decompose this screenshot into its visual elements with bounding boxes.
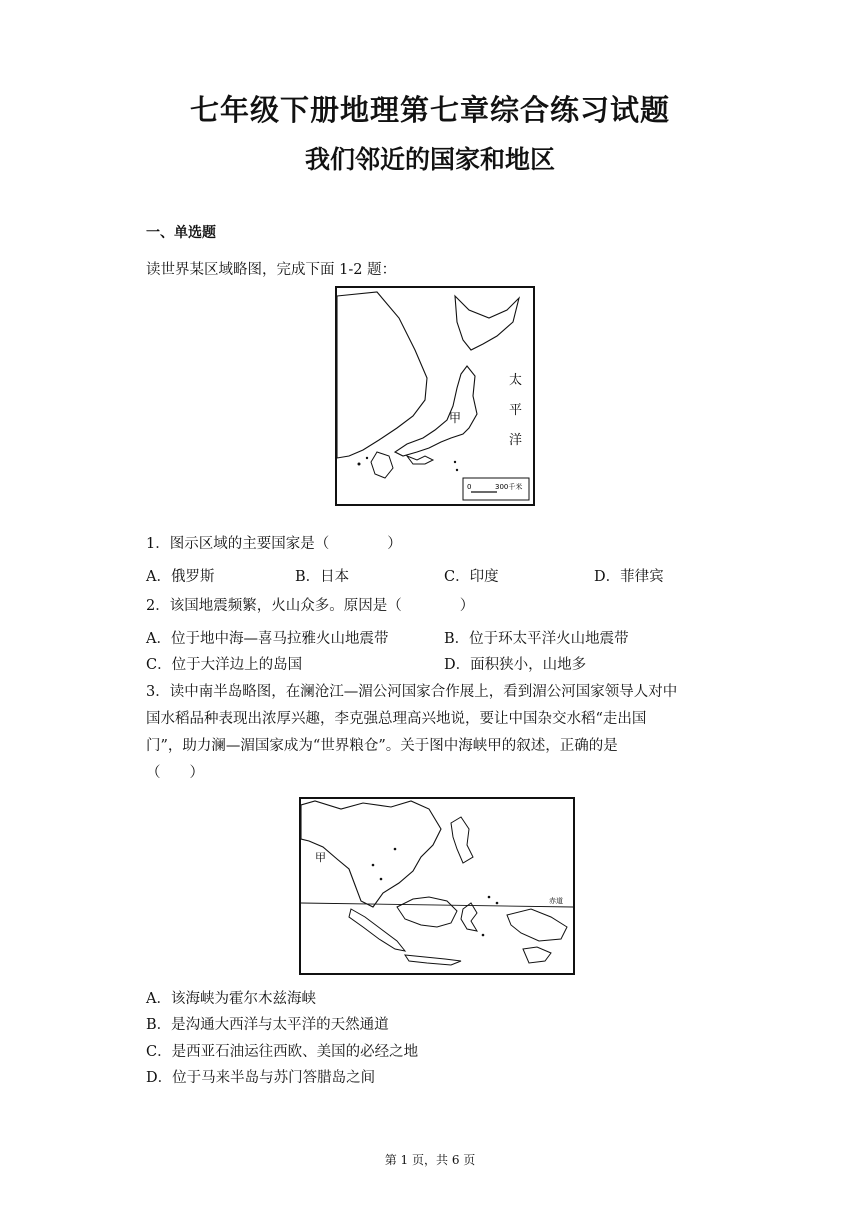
q3-option-b: B．是沟通大西洋与太平洋的天然通道 [146, 1017, 389, 1033]
hokkaido-island [455, 296, 519, 350]
q1-option-c: C．印度 [444, 569, 499, 585]
sulawesi-island [461, 903, 477, 931]
page-subtitle: 我们邻近的国家和地区 [304, 145, 555, 174]
japan-map [335, 286, 535, 506]
equator-line [301, 903, 573, 907]
q3-stem-line-4: （ ） [146, 765, 204, 781]
sumatra-island [349, 909, 405, 951]
q2-option-b: B．位于环太平洋火山地震带 [444, 631, 629, 647]
q1-stem: 1．图示区域的主要国家是（ ） [146, 536, 402, 552]
honshu-island [395, 366, 477, 456]
q3-stem-line-1: 3．读中南半岛略图，在澜沧江—湄公河国家合作展上，看到湄公河国家领导人对中 [146, 684, 678, 700]
shikoku-island [407, 456, 433, 464]
philippines-island [451, 817, 473, 863]
scale-label: 300千米 [495, 483, 523, 491]
java-island [405, 955, 461, 965]
label-jia: 甲 [449, 411, 462, 425]
ocean-char-2: 平 [509, 403, 523, 418]
q2-option-d: D．面积狭小，山地多 [444, 657, 587, 673]
scale-zero: 0 [467, 483, 472, 491]
ocean-char-3: 洋 [509, 433, 523, 448]
q1-option-b: B．日本 [295, 569, 350, 585]
page-title: 七年级下册地理第七章综合练习试题 [189, 93, 670, 127]
q3-option-c: C．是西亚石油运往西欧、美国的必经之地 [146, 1044, 419, 1060]
q2-stem: 2．该国地震频繁，火山众多。原因是（ ） [146, 598, 475, 614]
section-heading: 一、单选题 [146, 225, 216, 241]
japan-map-drawing [337, 288, 533, 504]
q3-option-d: D．位于马来半岛与苏门答腊岛之间 [146, 1070, 376, 1086]
kyushu-island [371, 452, 393, 478]
borneo-island [397, 897, 457, 927]
q2-option-c: C．位于大洋边上的岛国 [146, 657, 303, 673]
southeast-asia-map-drawing [301, 799, 573, 973]
q3-stem-line-2: 国水稻品种表现出浓厚兴趣，李克强总理高兴地说，要让中国杂交水稻“走出国 [146, 711, 647, 727]
new-guinea-island [507, 909, 567, 941]
southeast-asia-map [299, 797, 575, 975]
intro-text: 读世界某区域略图，完成下面 1-2 题： [146, 262, 397, 278]
page-footer: 第 1 页，共 6 页 [384, 1153, 476, 1167]
q2-option-a: A．位于地中海—喜马拉雅火山地震带 [146, 631, 389, 647]
timor-island [523, 947, 551, 963]
q3-stem-line-3: 门”，助力澜—湄国家成为“世界粮仓”。关于图中海峡甲的叙述，正确的是 [146, 738, 618, 754]
q3-option-a: A．该海峡为霍尔木兹海峡 [146, 991, 316, 1007]
ocean-char-1: 太 [509, 373, 523, 388]
q1-option-a: A．俄罗斯 [146, 569, 215, 585]
equator-label: 赤道 [549, 897, 563, 905]
q1-option-d: D．菲律宾 [594, 569, 664, 585]
mainland-coast [337, 292, 427, 458]
label-jia: 甲 [315, 851, 326, 864]
